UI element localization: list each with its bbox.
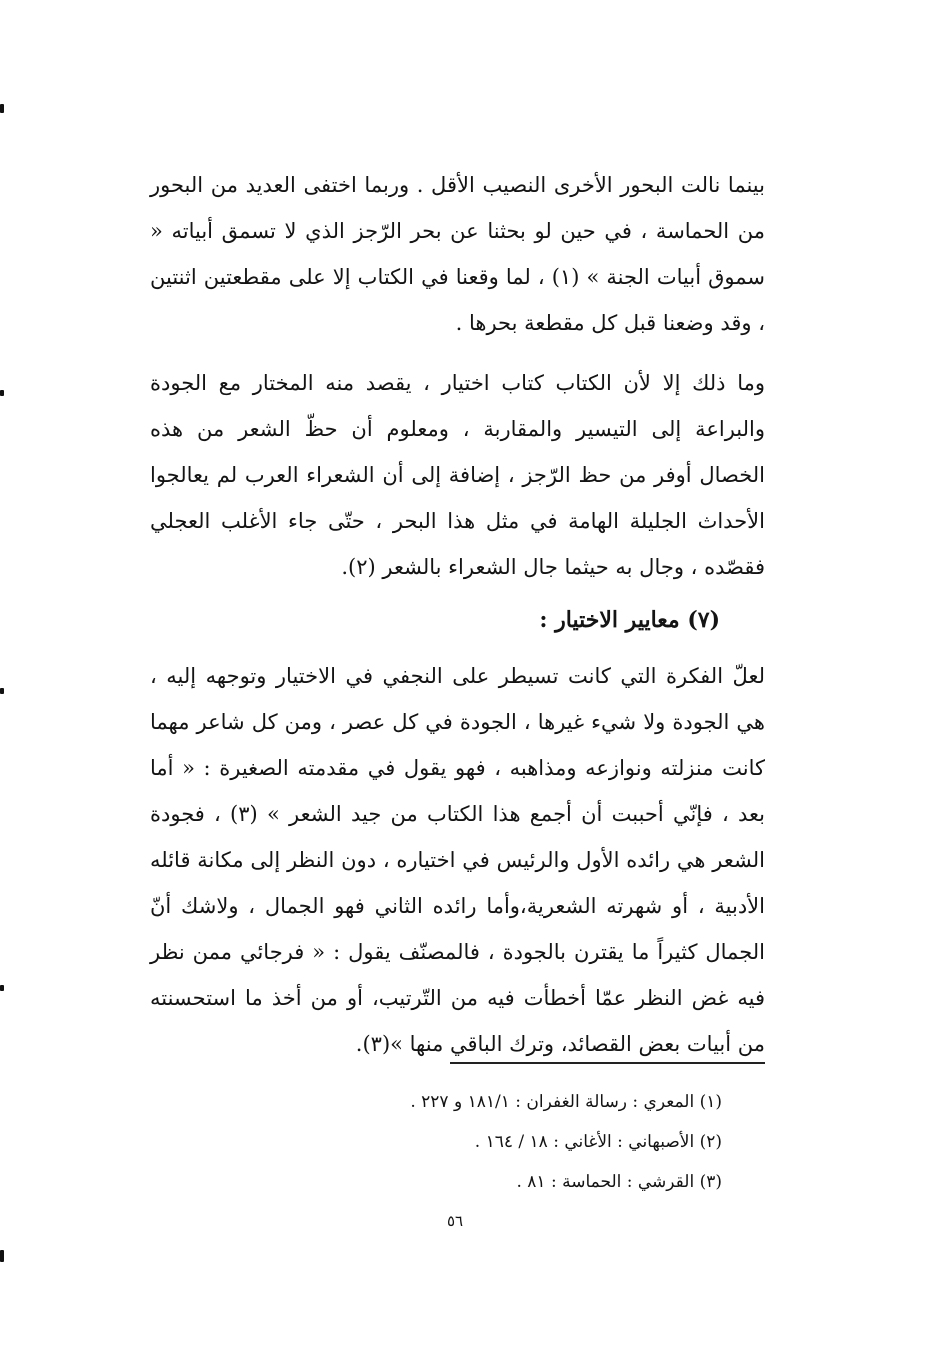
footnote-2: (٢) الأصبهاني : الأغاني : ١٨ / ١٦٤ .: [474, 1132, 722, 1152]
section-heading: (٧) معايير الاختيار :: [539, 607, 720, 633]
footnote-3: (٣) القرشي : الحماسة : ٨١ .: [516, 1172, 722, 1192]
footnote-separator: [450, 1062, 765, 1064]
paragraph-3: لعلّ الفكرة التي كانت تسيطر على النجفي في الاختيار وتوجهه إليه ، هي الجودة ولا شيء غيرها ، الجودة في كل عصر ، ومن كل شاعر مهما كانت منزلته ونوازعه ومذاهبه ، فهو يقول في مقدمته الصغيرة : « أما بعد ، فإنّي أحببت أن أجمع هذا الكتاب من جيد الشعر » (٣) ، فجودة الشعر هي رائده الأول والرئيس في اختياره ، دون النظر إلى مكانة قائله الأدبية ، أو شهرته الشعرية،وأما رائده الثاني فهو الجمال ، ولاشك أنّ الجمال كثيراً ما يقترن بالجودة ، فالمصنّف يقول : « فرجائي ممن نظر فيه غض النظر عمّا أخطأت فيه من التّرتيب، أو من أخذ ما استحسنته من أبيات بعض القصائد، وترك الباقي منها »(٣).: [150, 664, 766, 1056]
scan-margin-mark: [0, 985, 4, 991]
paragraph-1: بينما نالت البحور الأخرى النصيب الأقل . وربما اختفى العديد من البحور من الحماسة ، في حين لو بحثنا عن بحر الرّجز الذي لا تسمق أبياته « سموق أبيات الجنة » (١) ، لما وقعنا في الكتاب إلا على مقطعتين اثنتين ، وقد وضعنا قبل كل مقطعة بحرها .: [150, 173, 765, 335]
page-number: ٥٦: [446, 1212, 464, 1230]
scan-margin-mark: [0, 688, 4, 694]
scan-margin-mark: [0, 390, 4, 396]
footnotes: [150, 1082, 722, 1202]
footnote-1: (١) المعري : رسالة الغفران : ١٨١/١ و ٢٢٧ .: [410, 1092, 722, 1112]
paragraph-2: وما ذلك إلا لأن الكتاب كتاب اختيار ، يقصد منه المختار مع الجودة والبراعة إلى التيسير والمقاربة ، ومعلوم أن حظّ الشعر من هذه الخصال أوفر من حظ الرّجز ، إضافة إلى أن الشعراء العرب لم يعالجوا الأحداث الجليلة الهامة في مثل هذا البحر ، حتّى جاء الأغلب العجلي فقصّده ، وجال به حيثما جال الشعراء بالشعر (٢).: [150, 371, 765, 579]
scan-margin-mark: [0, 1250, 4, 1262]
scan-margin-mark: [0, 104, 4, 113]
